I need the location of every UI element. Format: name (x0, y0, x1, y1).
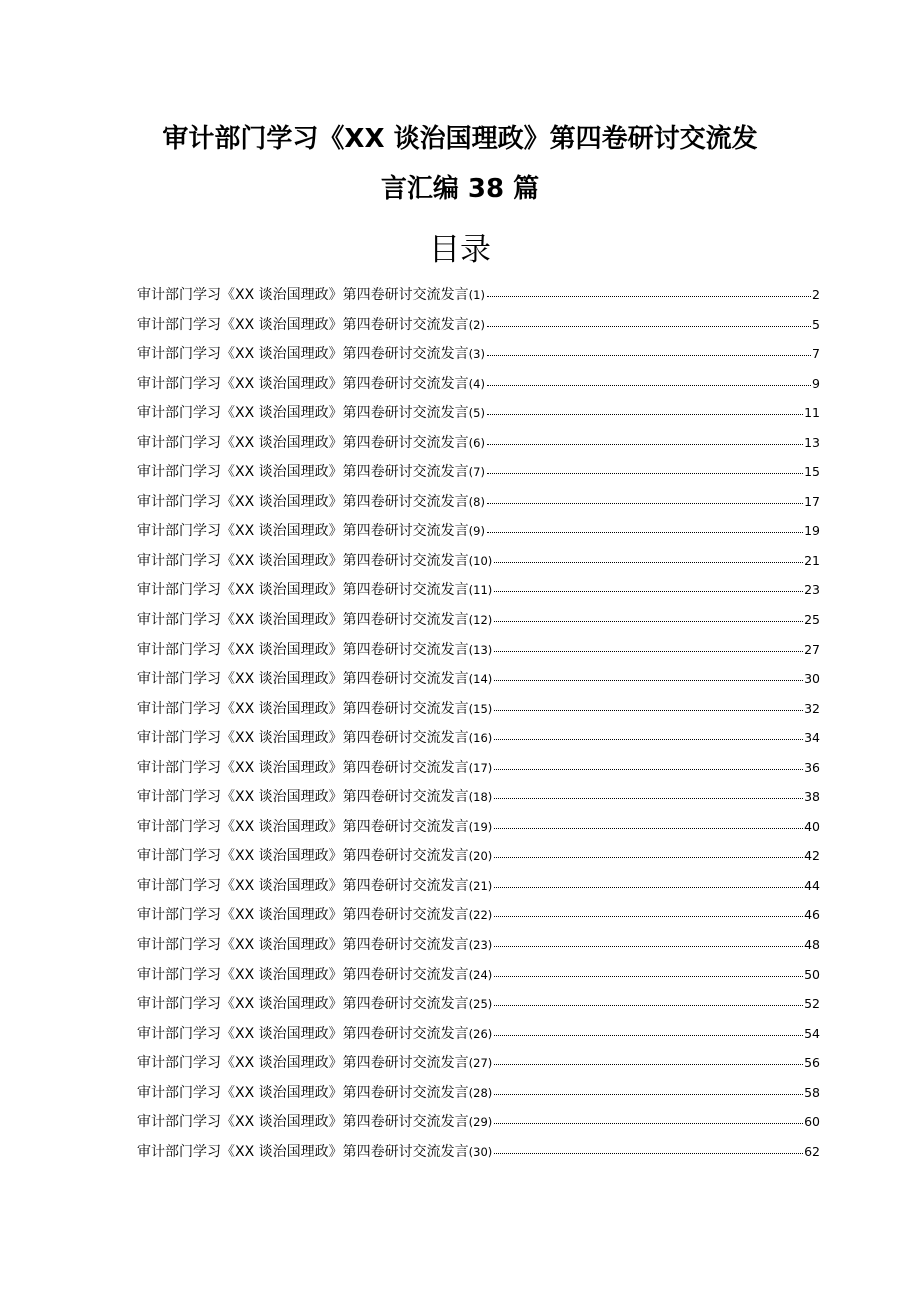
toc-entry-title-text: 审计部门学习《XX 谈治国理政》第四卷研讨交流发言 (137, 1055, 469, 1072)
toc-entry-dot-leader (494, 1153, 803, 1154)
toc-entry-title-text: 审计部门学习《XX 谈治国理政》第四卷研讨交流发言 (137, 316, 469, 333)
toc-entry-title[interactable] (137, 872, 492, 902)
document-title (100, 114, 820, 214)
toc-entry-title[interactable] (137, 754, 492, 784)
toc-entry-page-number: 62 (804, 1143, 820, 1159)
toc-entry-page-number: 19 (804, 523, 820, 539)
toc-entry-index: (4) (468, 376, 485, 391)
toc-entry-dot-leader (494, 769, 803, 770)
toc-entry-title-text: 审计部门学习《XX 谈治国理政》第四卷研讨交流发言 (137, 346, 469, 363)
toc-entry[interactable] (137, 930, 820, 960)
toc-entry-title[interactable] (137, 429, 485, 459)
toc-entry-page-number: 13 (804, 434, 820, 450)
toc-entry-title[interactable] (137, 813, 492, 843)
toc-entry-title[interactable] (137, 458, 485, 488)
toc-entry-title-text: 审计部门学习《XX 谈治国理政》第四卷研讨交流发言 (137, 700, 469, 717)
document-title-line-1: 审计部门学习《XX 谈治国理政》第四卷研讨交流发 (162, 124, 758, 154)
toc-entry-index: (5) (468, 406, 485, 421)
toc-entry-dot-leader (494, 591, 803, 592)
toc-entry-index: (17) (468, 760, 493, 775)
toc-entry-index: (26) (468, 1026, 493, 1041)
toc-entry[interactable] (137, 575, 820, 605)
toc-entry[interactable] (137, 723, 820, 753)
toc-entry-index: (9) (468, 524, 485, 539)
toc-entry-index: (13) (468, 642, 493, 657)
toc-entry-title-text: 审计部门学习《XX 谈治国理政》第四卷研讨交流发言 (137, 877, 469, 894)
toc-entry-page-number: 46 (804, 907, 820, 923)
toc-entry-page-number: 11 (804, 405, 820, 421)
toc-entry-title-text: 审计部门学习《XX 谈治国理政》第四卷研讨交流发言 (137, 818, 469, 835)
toc-entry[interactable] (137, 280, 820, 310)
toc-entry-title-text: 审计部门学习《XX 谈治国理政》第四卷研讨交流发言 (137, 552, 469, 569)
toc-entry-dot-leader (494, 857, 803, 858)
toc-entry-title[interactable] (137, 990, 492, 1020)
toc-entry-title-text: 审计部门学习《XX 谈治国理政》第四卷研讨交流发言 (137, 523, 469, 540)
toc-entry-dot-leader (494, 887, 803, 888)
toc-entry-index: (30) (468, 1144, 493, 1159)
toc-entry-dot-leader (487, 444, 803, 445)
table-of-contents (137, 280, 820, 1166)
toc-entry-title-text: 审计部门学习《XX 谈治国理政》第四卷研讨交流发言 (137, 641, 469, 658)
toc-entry-dot-leader (494, 976, 803, 977)
toc-entry-index: (22) (468, 908, 493, 923)
toc-entry-title[interactable] (137, 931, 492, 961)
toc-entry[interactable] (137, 1107, 820, 1137)
toc-entry-index: (12) (468, 613, 493, 628)
toc-entry-page-number: 36 (804, 759, 820, 775)
toc-entry-title-text: 审计部门学习《XX 谈治国理政》第四卷研讨交流发言 (137, 612, 469, 629)
toc-entry-title-text: 审计部门学习《XX 谈治国理政》第四卷研讨交流发言 (137, 789, 469, 806)
toc-entry-page-number: 60 (804, 1114, 820, 1130)
toc-entry[interactable] (137, 812, 820, 842)
toc-entry-page-number: 56 (804, 1055, 820, 1071)
toc-entry-title-text: 审计部门学习《XX 谈治国理政》第四卷研讨交流发言 (137, 1084, 469, 1101)
toc-entry-page-number: 2 (812, 287, 820, 302)
toc-entry-dot-leader (487, 503, 803, 504)
toc-entry-title-text: 审计部门学习《XX 谈治国理政》第四卷研讨交流发言 (137, 287, 469, 303)
toc-entry-title[interactable] (137, 1079, 492, 1109)
toc-entry-title[interactable] (137, 399, 485, 429)
toc-entry-index: (6) (468, 435, 485, 450)
toc-entry-dot-leader (494, 1035, 803, 1036)
toc-heading: 目录 (429, 232, 491, 268)
toc-entry-title-text: 审计部门学习《XX 谈治国理政》第四卷研讨交流发言 (137, 1143, 469, 1160)
toc-entry-title-text: 审计部门学习《XX 谈治国理政》第四卷研讨交流发言 (137, 464, 469, 481)
toc-entry-page-number: 38 (804, 789, 820, 805)
toc-entry-dot-leader (494, 621, 803, 622)
toc-entry-title[interactable] (137, 547, 492, 577)
toc-entry-dot-leader (487, 326, 811, 327)
toc-entry-page-number: 32 (804, 700, 820, 716)
toc-entry-page-number: 34 (804, 730, 820, 746)
toc-entry-index: (10) (468, 553, 493, 568)
toc-entry[interactable] (137, 871, 820, 901)
toc-entry-dot-leader (494, 916, 803, 917)
toc-entry[interactable] (137, 398, 820, 428)
toc-entry-page-number: 40 (804, 818, 820, 834)
toc-entry-index: (15) (468, 701, 493, 716)
toc-entry-page-number: 42 (804, 848, 820, 864)
toc-entry[interactable] (137, 1078, 820, 1108)
toc-entry-title[interactable] (137, 636, 492, 666)
toc-entry-dot-leader (494, 680, 803, 681)
toc-entry-title[interactable] (137, 1138, 492, 1168)
toc-entry-page-number: 9 (812, 375, 820, 391)
toc-entry-title[interactable] (137, 281, 485, 311)
toc-entry-index: (21) (468, 878, 493, 893)
toc-entry[interactable] (137, 339, 820, 369)
toc-entry-title[interactable] (137, 1108, 492, 1138)
toc-entry-title[interactable] (137, 606, 492, 636)
toc-entry-index: (18) (468, 790, 493, 805)
document-title-line-2: 言汇编 38 篇 (380, 174, 540, 204)
toc-entry-title[interactable] (137, 901, 492, 931)
toc-entry-index: (14) (468, 672, 493, 687)
toc-entry[interactable] (137, 428, 820, 458)
toc-entry[interactable] (137, 310, 820, 340)
toc-entry-index: (29) (468, 1115, 493, 1130)
toc-entry-title-text: 审计部门学习《XX 谈治国理政》第四卷研讨交流发言 (137, 907, 469, 924)
toc-entry-dot-leader (494, 739, 803, 740)
toc-entry-page-number: 17 (804, 493, 820, 509)
toc-entry-title-text: 审计部门学习《XX 谈治国理政》第四卷研讨交流发言 (137, 434, 469, 451)
toc-entry-index: (2) (468, 317, 485, 332)
toc-entry-title-text: 审计部门学习《XX 谈治国理政》第四卷研讨交流发言 (137, 848, 469, 865)
toc-entry-title[interactable] (137, 842, 492, 872)
toc-entry-dot-leader (487, 296, 811, 297)
toc-entry-dot-leader (487, 355, 811, 356)
toc-entry-dot-leader (487, 473, 803, 474)
toc-entry-title-text: 审计部门学习《XX 谈治国理政》第四卷研讨交流发言 (137, 1025, 469, 1042)
toc-entry-index: (27) (468, 1056, 493, 1071)
toc-entry[interactable] (137, 635, 820, 665)
toc-entry-dot-leader (494, 710, 803, 711)
toc-entry-title[interactable] (137, 695, 492, 725)
toc-entry[interactable] (137, 664, 820, 694)
toc-entry[interactable] (137, 546, 820, 576)
toc-entry[interactable] (137, 694, 820, 724)
toc-entry-title[interactable] (137, 1049, 492, 1079)
toc-entry-title[interactable] (137, 370, 485, 400)
toc-entry[interactable] (137, 516, 820, 546)
toc-entry-title[interactable] (137, 576, 492, 606)
toc-entry[interactable] (137, 841, 820, 871)
toc-entry-page-number: 27 (804, 641, 820, 657)
toc-entry-page-number: 44 (804, 877, 820, 893)
toc-entry-index: (25) (468, 997, 493, 1012)
toc-entry-title-text: 审计部门学习《XX 谈治国理政》第四卷研讨交流发言 (137, 996, 469, 1013)
toc-entry-dot-leader (494, 798, 803, 799)
toc-entry-index: (7) (468, 465, 485, 480)
toc-entry[interactable] (137, 487, 820, 517)
toc-entry-page-number: 7 (812, 346, 820, 362)
toc-entry-page-number: 23 (804, 582, 820, 598)
toc-entry[interactable] (137, 605, 820, 635)
toc-entry-title-text: 审计部门学习《XX 谈治国理政》第四卷研讨交流发言 (137, 730, 469, 747)
toc-entry[interactable] (137, 782, 820, 812)
toc-entry-page-number: 5 (812, 316, 820, 332)
toc-entry-index: (23) (468, 938, 493, 953)
toc-entry-page-number: 52 (804, 996, 820, 1012)
toc-entry-title[interactable] (137, 665, 492, 695)
toc-entry-page-number: 25 (804, 612, 820, 628)
toc-entry[interactable] (137, 900, 820, 930)
toc-entry-title[interactable] (137, 340, 485, 370)
toc-entry-index: (24) (468, 967, 493, 982)
toc-entry-index: (16) (468, 731, 493, 746)
toc-entry-title-text: 审计部门学习《XX 谈治国理政》第四卷研讨交流发言 (137, 405, 469, 422)
toc-entry-dot-leader (487, 414, 803, 415)
toc-entry-page-number: 30 (804, 671, 820, 687)
toc-entry-title[interactable] (137, 1020, 492, 1050)
toc-entry-page-number: 54 (804, 1025, 820, 1041)
toc-entry-index: (3) (468, 347, 485, 362)
toc-entry-title-text: 审计部门学习《XX 谈治国理政》第四卷研讨交流发言 (137, 493, 469, 510)
toc-entry-title-text: 审计部门学习《XX 谈治国理政》第四卷研讨交流发言 (137, 582, 469, 599)
toc-entry-page-number: 15 (804, 464, 820, 480)
toc-entry-page-number: 48 (804, 937, 820, 953)
toc-entry-page-number: 21 (804, 552, 820, 568)
toc-entry[interactable] (137, 960, 820, 990)
toc-entry-page-number: 58 (804, 1084, 820, 1100)
toc-entry-dot-leader (494, 1005, 803, 1006)
toc-entry-dot-leader (494, 828, 803, 829)
toc-entry-title[interactable] (137, 724, 492, 754)
toc-entry-title-text: 审计部门学习《XX 谈治国理政》第四卷研讨交流发言 (137, 671, 469, 688)
toc-entry-page-number: 50 (804, 966, 820, 982)
toc-entry-dot-leader (494, 1064, 803, 1065)
toc-entry[interactable] (137, 989, 820, 1019)
toc-entry-title[interactable] (137, 961, 492, 991)
toc-entry-title[interactable] (137, 783, 492, 813)
toc-entry-dot-leader (494, 651, 803, 652)
toc-entry-title[interactable] (137, 517, 485, 547)
toc-entry-dot-leader (494, 562, 803, 563)
toc-entry-dot-leader (487, 385, 811, 386)
toc-entry-index: (1) (468, 288, 485, 302)
toc-entry-index: (8) (468, 494, 485, 509)
toc-entry-dot-leader (494, 1094, 803, 1095)
toc-entry-title-text: 审计部门学习《XX 谈治国理政》第四卷研讨交流发言 (137, 966, 469, 983)
toc-entry[interactable] (137, 369, 820, 399)
toc-entry[interactable] (137, 457, 820, 487)
toc-entry[interactable] (137, 753, 820, 783)
toc-entry-dot-leader (494, 1123, 803, 1124)
toc-entry[interactable] (137, 1137, 820, 1167)
toc-entry-dot-leader (494, 946, 803, 947)
toc-entry-title[interactable] (137, 311, 485, 341)
toc-entry-index: (19) (468, 819, 493, 834)
toc-entry-title[interactable] (137, 488, 485, 518)
toc-entry-title-text: 审计部门学习《XX 谈治国理政》第四卷研讨交流发言 (137, 937, 469, 954)
toc-entry-index: (11) (468, 583, 493, 598)
toc-entry-title-text: 审计部门学习《XX 谈治国理政》第四卷研讨交流发言 (137, 759, 469, 776)
toc-entry[interactable] (137, 1019, 820, 1049)
toc-entry-title-text: 审计部门学习《XX 谈治国理政》第四卷研讨交流发言 (137, 1114, 469, 1131)
toc-entry-index: (28) (468, 1085, 493, 1100)
toc-entry-dot-leader (487, 532, 803, 533)
toc-entry-title-text: 审计部门学习《XX 谈治国理政》第四卷研讨交流发言 (137, 375, 469, 392)
toc-entry[interactable] (137, 1048, 820, 1078)
toc-entry-index: (20) (468, 849, 493, 864)
